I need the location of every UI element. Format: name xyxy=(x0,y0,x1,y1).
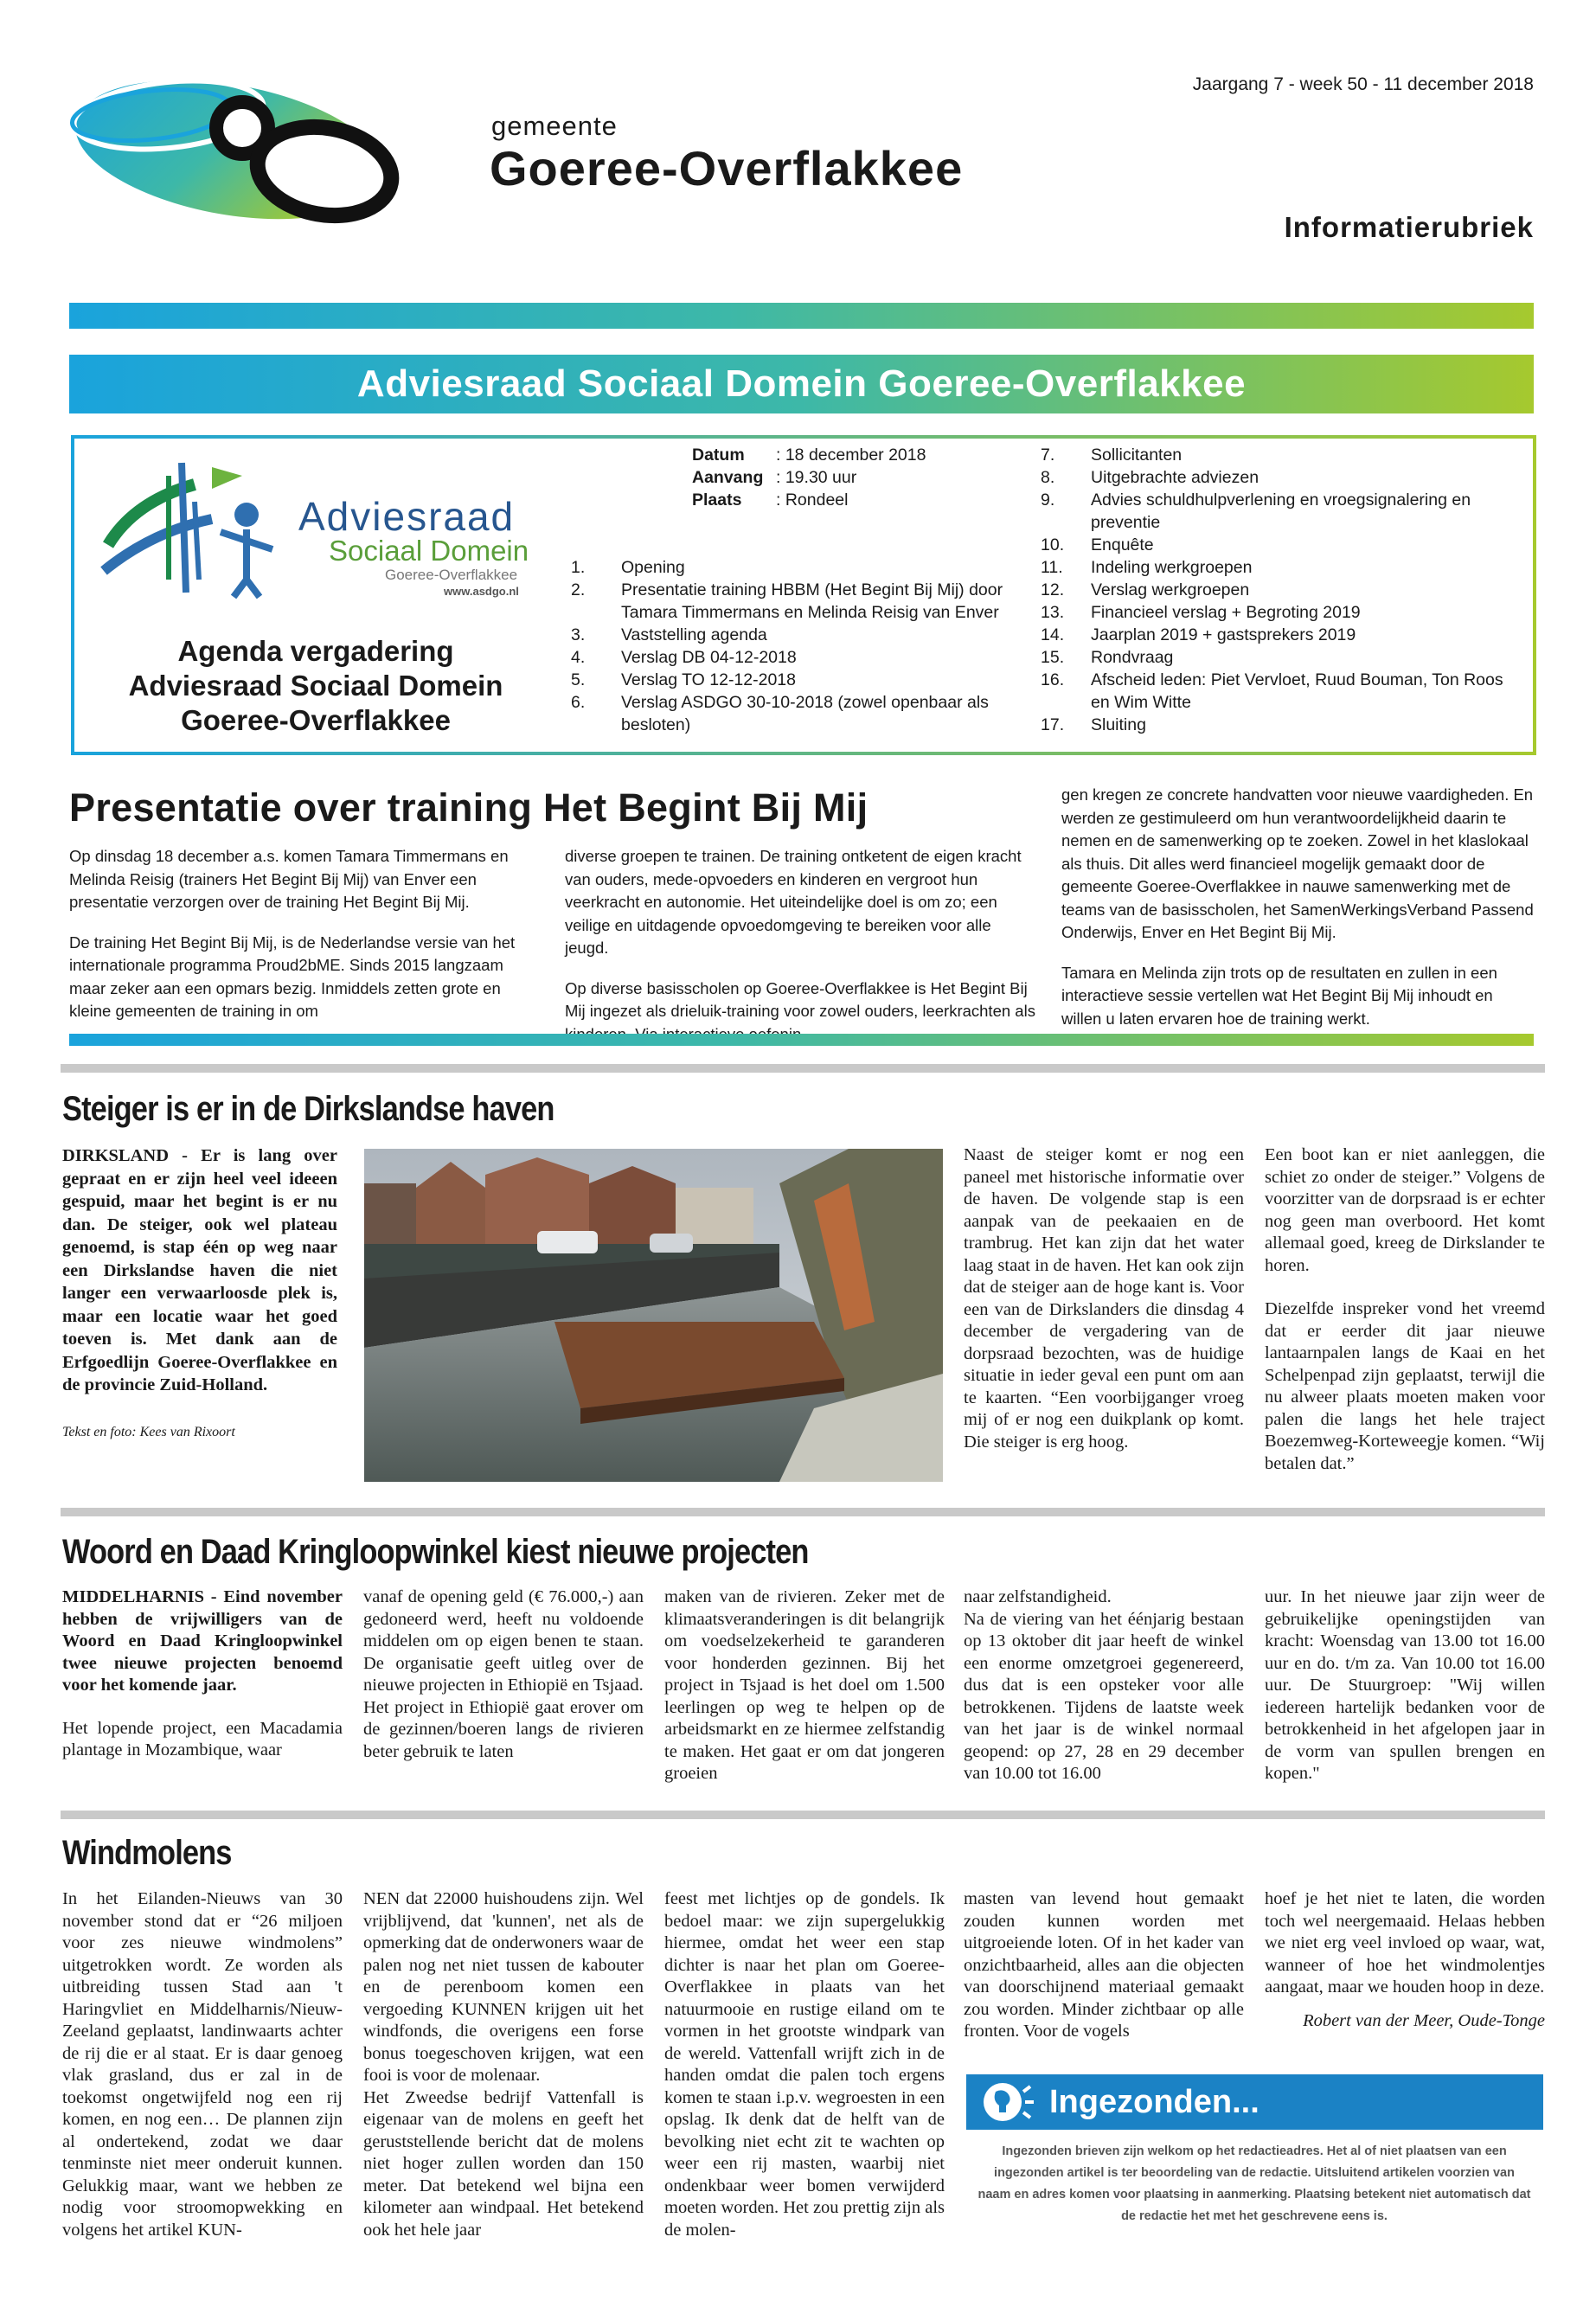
ingezonden-bar xyxy=(966,2074,1543,2130)
windmolens-col3 xyxy=(664,1888,945,2241)
agenda-item: 6. Verslag ASDGO 30-10-2018 (zowel openbaar als besloten) xyxy=(571,693,989,734)
agenda-item: 9. Advies schuldhulpverlening en vroegsignalering en preventie xyxy=(1041,490,1471,532)
paragraph: feest met lichtjes op de gondels. Ik bedoel maar: we zijn supergelukkig hiermee, omdat het weer een stap dichter is naar het plan om Goeree-Overflakkee in plaats van het natuurmooie en rustige eiland om te vormen in het grootste windpark van de wereld. Vattenfall wrijft zich in de handen omdat die palen toch ergens komen te staan i.p.v. wegroesten in een opslag. Ik denk dat de helft van de bevolking niet echt zit te wachten op weer een rij masten, waarbij niet ondenkbaar weer bomen verwijderd moeten worden. Het zou prettig zijn als de molen- xyxy=(664,1889,945,2240)
paragraph: Na de viering van het éénjarig bestaan op 13 oktober dit jaar heeft de winkel een enorme omzetgroei gegenereerd, dus dat is een opsteker voor alle betrokkenen. Tijdens de laatste week van het jaar is de winkel normaal geopend: op 27, 28 en 29 december van 10.00 tot 16.00 xyxy=(964,1609,1244,1783)
presentatie-col2 xyxy=(565,845,1039,1063)
kringloop-col3 xyxy=(664,1586,945,1785)
agenda-heading-line3: Goeree-Overflakkee xyxy=(181,704,451,736)
banner-title: Adviesraad Sociaal Domein Goeree-Overflakkee xyxy=(356,362,1247,405)
agenda-item: 3. Vaststelling agenda xyxy=(571,625,767,644)
agenda-item: 15. Rondvraag xyxy=(1041,648,1174,667)
paragraph: diverse groepen te trainen. De training ontketent de eigen kracht van ouders, mede-opvoeders en kinderen en vergroot hun veerkracht en autonomie. Het uiteindelijke doel is om zo; een veilige en uitdagende opvoedomgeving te bereiken voor alle jeugd. xyxy=(565,847,1022,957)
meta-label: Plaats xyxy=(692,490,742,510)
paragraph: Het lopende project, een Macadamia plantage in Mozambique, waar xyxy=(62,1718,343,1759)
paragraph: uur. In het nieuwe jaar zijn weer de gebruikelijke openingstijden van kracht: Woensdag van 13.00 tot 16.00 uur en do. t/m za. Van 10.00 tot 16.00 uur. De Stuurgroep: "Wij willen iedereen hartelijk bedanken voor de betrokkenheid in het afgelopen jaar in de vorm van spullen brengen en kopen." xyxy=(1265,1587,1545,1783)
paragraph: Tamara en Melinda zijn trots op de resultaten en zullen in een interactieve sessie vertellen wat Het Begint Bij Mij inhoudt en willen u laten ervaren hoe de training werkt. xyxy=(1061,963,1497,1028)
agenda-item: 17. Sluiting xyxy=(1041,715,1146,734)
meta-value: : 19.30 uur xyxy=(776,468,857,487)
section-rule xyxy=(61,1811,1545,1819)
steiger-col3 xyxy=(964,1144,1244,1453)
asdgo-logo-line1: Adviesraad xyxy=(298,494,516,539)
harbour-photo xyxy=(364,1149,943,1482)
meta-label: Aanvang xyxy=(692,468,764,487)
agenda-item: 5. Verslag TO 12-12-2018 xyxy=(571,670,796,689)
paragraph: NEN dat 22000 huishoudens zijn. Wel vrijblijvend, dat 'kunnen', net als de opmerking dat de onderwoners waar de palen nog net niet tussen de kabouter en de perenboom komen een vergoeding KUNNEN krijgen uit het windfonds, die overigens een forse bonus toegeschoven krijgen, wat een fooi is voor de molenaar. xyxy=(363,1889,644,2085)
paragraph: Naast de steiger komt er nog een paneel met historische informatie over de haven. De volgende stap is een aanpak van de peekaaien en de trambrug. Het kan zijn dat het water laag staat in de haven. Het kan ook zijn dat de steiger aan de hoge kant is. Voor een van de Dirkslanders die dinsdag 4 december de vergadering van de dorpsraad bezochten, was de huidige situatie in ieder geval een punt om aan te kaarten. “Een voorbijganger vroeg mij of er nog een duikplank op komt. Die steiger is erg hoog. xyxy=(964,1145,1244,1452)
agenda-item: 12. Verslag werkgroepen xyxy=(1041,580,1250,599)
signature: Robert van der Meer, Oude-Tonge xyxy=(1303,2010,1545,2030)
ingezonden-title: Ingezonden... xyxy=(1049,2083,1259,2120)
steiger-lead: DIRKSLAND - Er is lang over gepraat en er zijn heel veel ideeen gespuid, maar het begint is er nu dan. De steiger, ook wel plateau genoemd, is stap één op weg naar een Dirkslandse haven die niet langer een verwaarloosde plek is, maar een locatie waar het goed toeven is. Met dank aan de Erfgoedlijn Goeree-Overflakkee en de provincie Zuid-Holland. xyxy=(62,1146,337,1394)
windmolens-col5 xyxy=(1265,1888,1545,2032)
windmolens-col4 xyxy=(964,1888,1244,2043)
asdgo-logo-line3: Goeree-Overflakkee xyxy=(385,567,518,583)
rubric-label: Informatierubriek xyxy=(1284,211,1534,243)
windmolens-title: Windmolens xyxy=(62,1834,232,1872)
paragraph: vanaf de opening geld (€ 76.000,-) aan gedoneerd werd, heeft nu voldoende middelen om op eigen benen te staan. De organisatie geeft uitleg over de nieuwe projecten in Ethiopië en Tsjaad. xyxy=(363,1587,644,1695)
asdgo-logo xyxy=(82,450,549,601)
agenda-item: 7. Sollicitanten xyxy=(1041,445,1183,465)
paragraph: Het Zweedse bedrijf Vattenfall is eigenaar van de molens en geeft het geruststellende bericht dat de molens niet hoger zullen worden dan 150 meter. Dat betekend wel bijna een kilometer aan windpaal. Het betekend ook het hele jaar xyxy=(363,2087,644,2240)
section-rule xyxy=(61,1508,1545,1516)
presentatie-col1 xyxy=(69,845,543,1041)
paragraph: Een boot kan er niet aanleggen, die schiet zo onder de steiger.” Volgens de voorzitter van de dorpsraad is er echter nog geen man overboord. Het komt allemaal goed, kreeg de Dirkslander te horen. xyxy=(1265,1145,1545,1275)
photo-credit: Tekst en foto: Kees van Rixoort xyxy=(62,1424,235,1439)
meta-value: : Rondeel xyxy=(776,490,849,510)
gradient-strip-bottom xyxy=(69,1034,1534,1046)
kringloop-title: Woord en Daad Kringloopwinkel kiest nieuwe projecten xyxy=(62,1533,809,1571)
kringloop-col1 xyxy=(62,1586,343,1762)
paragraph: Het project in Ethiopië gaat erover om de gezinnen/boeren langs de rivieren beter gebruik te laten xyxy=(363,1697,644,1761)
banner xyxy=(69,355,1534,413)
agenda-item: 2. Presentatie training HBBM (Het Begint Bij Mij) door Tamara Timmermans en Melinda Reisig van Enver xyxy=(571,580,1003,622)
issue-line: Jaargang 7 - week 50 - 11 december 2018 xyxy=(1192,74,1534,94)
windmolens-col1 xyxy=(62,1888,343,2241)
speech-icon xyxy=(977,2080,1037,2125)
agenda-heading-line2: Adviesraad Sociaal Domein xyxy=(128,670,503,702)
asdgo-logo-url: www.asdgo.nl xyxy=(444,585,519,598)
municipality-name: Goeree-Overflakkee xyxy=(490,141,964,195)
steiger-col4 xyxy=(1265,1144,1545,1475)
paragraph: Diezelfde inspreker vond het vreemd dat er eerder dit jaar nieuwe lantaarnpalen langs de Kaai en het Schelpenpad zijn geplaatst, terwijl die nu alweer plaats moeten maken voor palen die langs het hele traject Boezemweg-Korteweegje komen. “Wij betalen dat.” xyxy=(1265,1299,1545,1473)
paragraph: naar zelfstandigheid. xyxy=(964,1587,1112,1606)
windmolens-col2 xyxy=(363,1888,644,2241)
paragraph: In het Eilanden-Nieuws van 30 november stond dat er “26 miljoen voor zes nieuwe windmolens” uitgetrokken wordt. Ze worden als uitbreiding tussen Stad aan 't Haringvliet en Middelharnis/Nieuw-Zeeland geplaatst, landinwaarts achter de rij die er al staat. Er is daar genoeg vlak grasland, dus er zal in de toekomst ongetwijfeld nog een rij komen, en nog een… De plannen zijn al ondertekend, zodat we daar tenminste niet meer onderuit kunnen. Gelukkig maar, want we hebben ze nodig voor stroomopwekking en volgens het artikel KUN- xyxy=(62,1889,343,2240)
kringloop-col4 xyxy=(964,1586,1244,1785)
gradient-strip xyxy=(69,303,1534,329)
paragraph: hoef je het niet te laten, die worden toch wel neergemaaid. Helaas hebben we niet erg veel invloed op waar, wat, wanneer of hoe het windmolentjes aangaat, maar we houden hoop in deze. xyxy=(1265,1889,1545,1997)
agenda-heading xyxy=(82,634,549,738)
kringloop-col2 xyxy=(363,1586,644,1763)
kringloop-col5 xyxy=(1265,1586,1545,1785)
asdgo-logo-line2: Sociaal Domein xyxy=(329,535,529,567)
agenda-item: 11. Indeling werkgroepen xyxy=(1041,558,1253,577)
municipality-logo xyxy=(65,76,445,232)
paragraph: Op diverse basisscholen op Goeree-Overflakkee is Het Begint Bij Mij ingezet als drieluik-training voor zowel ouders, leerkrachten als xyxy=(565,978,1035,1020)
ingezonden-text: Ingezonden brieven zijn welkom op het redactieadres. Het al of niet plaatsen van een ingezonden artikel is ter beoordeling van de redactie. Uitsluitend artikelen voorzien van naam en adres komen voor plaatsing in aanmerking. Plaatsing betekent niet automatisch dat de redactie het met het geschrevene eens is. xyxy=(977,2144,1531,2223)
agenda-item: 8. Uitgebrachte adviezen xyxy=(1041,468,1259,487)
paragraph: Op dinsdag 18 december a.s. komen Tamara Timmermans en Melinda Reisig (trainers Het Begint Bij Mij) van Enver een presentatie verzorgen over de training Het Begint Bij Mij. xyxy=(69,847,509,911)
agenda-meta xyxy=(692,444,926,511)
agenda-list-left xyxy=(571,556,1016,736)
agenda-item: 10. Enquête xyxy=(1041,535,1154,554)
agenda-item: 4. Verslag DB 04-12-2018 xyxy=(571,648,797,667)
presentatie-col3 xyxy=(1061,784,1535,1048)
kringloop-lead: MIDDELHARNIS - Eind november hebben de vrijwilligers van de Woord en Daad Kringloopwinkel twee nieuwe projecten benoemd voor het komende jaar. xyxy=(62,1587,343,1695)
presentatie-title: Presentatie over training Het Begint Bij Mij xyxy=(69,785,869,830)
meta-value: : 18 december 2018 xyxy=(776,445,926,465)
agenda-item: 16. Afscheid leden: Piet Vervloet, Ruud Bouman, Ton Roos en Wim Witte xyxy=(1041,670,1503,712)
steiger-title: Steiger is er in de Dirkslandse haven xyxy=(62,1090,554,1128)
agenda-heading-line1: Agenda vergadering xyxy=(177,635,454,667)
paragraph: gen kregen ze concrete handvatten voor nieuwe vaardigheden. En werden ze gestimuleerd om hun verantwoordelijkheid daarin te nemen en de samenwerking op te zoeken. Zowel in het klaslokaal als thuis. Dit alles werd financieel mogelijk gemaakt door de gemeente Goeree-Overflakkee in nauwe samenwerking met de teams van de basisscholen, het SamenWerkingsVerband Passend Onderwijs, Enver en Het Begint Bij Mij. xyxy=(1061,785,1534,941)
agenda-item: 13. Financieel verslag + Begroting 2019 xyxy=(1041,603,1361,622)
agenda-item: 14. Jaarplan 2019 + gastsprekers 2019 xyxy=(1041,625,1356,644)
meta-label: Datum xyxy=(692,445,745,465)
steiger-lead-col xyxy=(62,1144,337,1444)
agenda-list-right xyxy=(1041,444,1516,736)
paragraph: maken van de rivieren. Zeker met de klimaatsveranderingen is dit belangrijk om voedselzekerheid te garanderen voor honderden gezinnen. Bij het project in Tsjaad is het doel om 1.500 leerlingen op weg te helpen op de arbeidsmarkt en ze hiermee zelfstandig te maken. Het gaat er om dat jongeren groeien xyxy=(664,1587,945,1783)
agenda-item: 1. Opening xyxy=(571,558,685,577)
section-rule xyxy=(61,1064,1545,1073)
paragraph: De training Het Begint Bij Mij, is de Nederlandse versie van het internationale programma Proud2bME. Sinds 2015 langzaam maar zeker aan een opmars bezig. Inmiddels zetten grote en kleine gemeenten de training in om xyxy=(69,933,516,1020)
paragraph: masten van levend hout gemaakt zouden kunnen worden met uitgroeiende loten. Of in het kader van onzichtbaarheid, alles aan die objecten van doorschijnend materiaal gemaakt zou worden. Minder zichtbaar op alle fronten. Voor de vogels xyxy=(964,1889,1244,2041)
municipality-small: gemeente xyxy=(491,111,618,141)
